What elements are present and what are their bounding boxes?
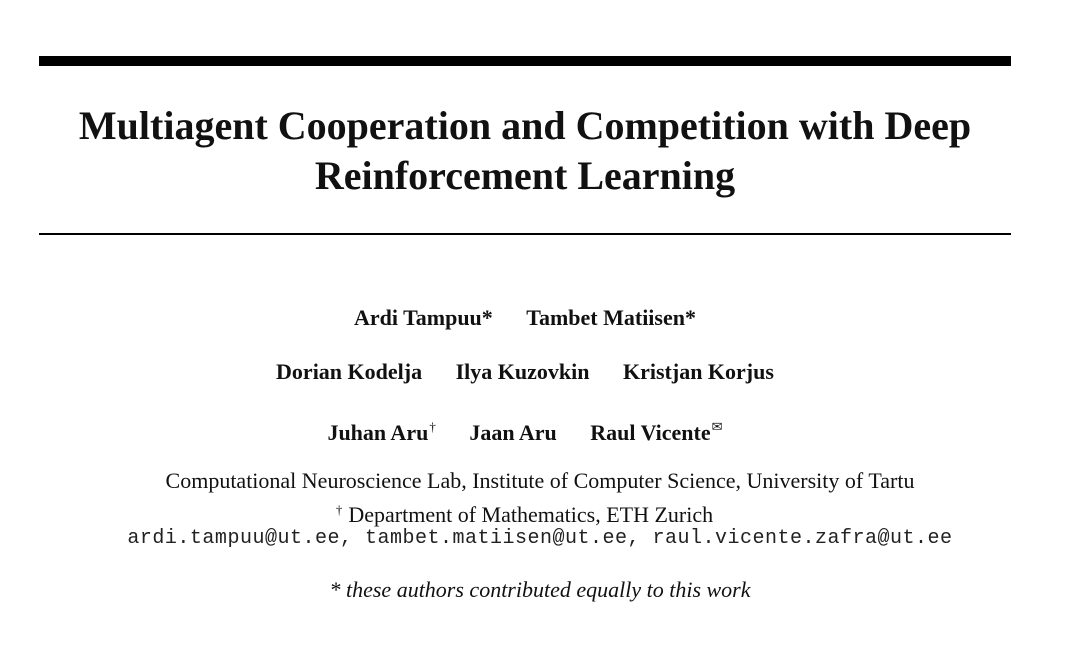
author-kristjan-korjus — [623, 358, 774, 386]
author-name: Kristjan Korjus — [622, 359, 774, 384]
dagger-mark: † — [429, 419, 436, 434]
author-ardi-tampuu — [354, 304, 493, 332]
envelope-icon: ✉ — [711, 419, 723, 434]
author-name: Ilya Kuzovkin — [455, 359, 590, 384]
title-line-1: Multiagent Cooperation and Competition with Deep — [78, 103, 972, 148]
author-tambet-matiisen — [526, 304, 696, 332]
author-raul-vicente — [590, 413, 722, 447]
paper-title — [39, 101, 1011, 201]
author-name: Jaan Aru — [469, 420, 557, 445]
affiliation-tartu: Computational Neuroscience Lab, Institute of Computer Science, University of Tartu — [165, 468, 915, 493]
author-juhan-aru — [327, 413, 435, 447]
author-row-2 — [39, 358, 1011, 386]
top-rule — [39, 56, 1011, 66]
author-name: Raul Vicente — [590, 420, 711, 445]
equal-contribution-note: * these authors contributed equally to this work — [329, 577, 751, 602]
author-name: Tambet Matiisen* — [526, 305, 696, 330]
author-row-1 — [39, 304, 1011, 332]
author-name: Dorian Kodelja — [276, 359, 423, 384]
author-jaan-aru — [469, 419, 556, 447]
author-dorian-kodelja — [276, 358, 422, 386]
title-line-2: Reinforcement Learning — [314, 153, 736, 198]
author-name: Juhan Aru — [327, 420, 429, 445]
title-bottom-rule — [39, 233, 1011, 235]
author-ilya-kuzovkin — [456, 358, 590, 386]
dagger-mark: † — [335, 502, 343, 517]
author-emails: ardi.tampuu@ut.ee, tambet.matiisen@ut.ee, raul.vicente.zafra@ut.ee — [127, 527, 953, 550]
author-name: Ardi Tampuu* — [354, 305, 493, 330]
affiliation-eth-text: Department of Mathematics, ETH Zurich — [348, 502, 714, 527]
author-row-3 — [39, 413, 1011, 447]
